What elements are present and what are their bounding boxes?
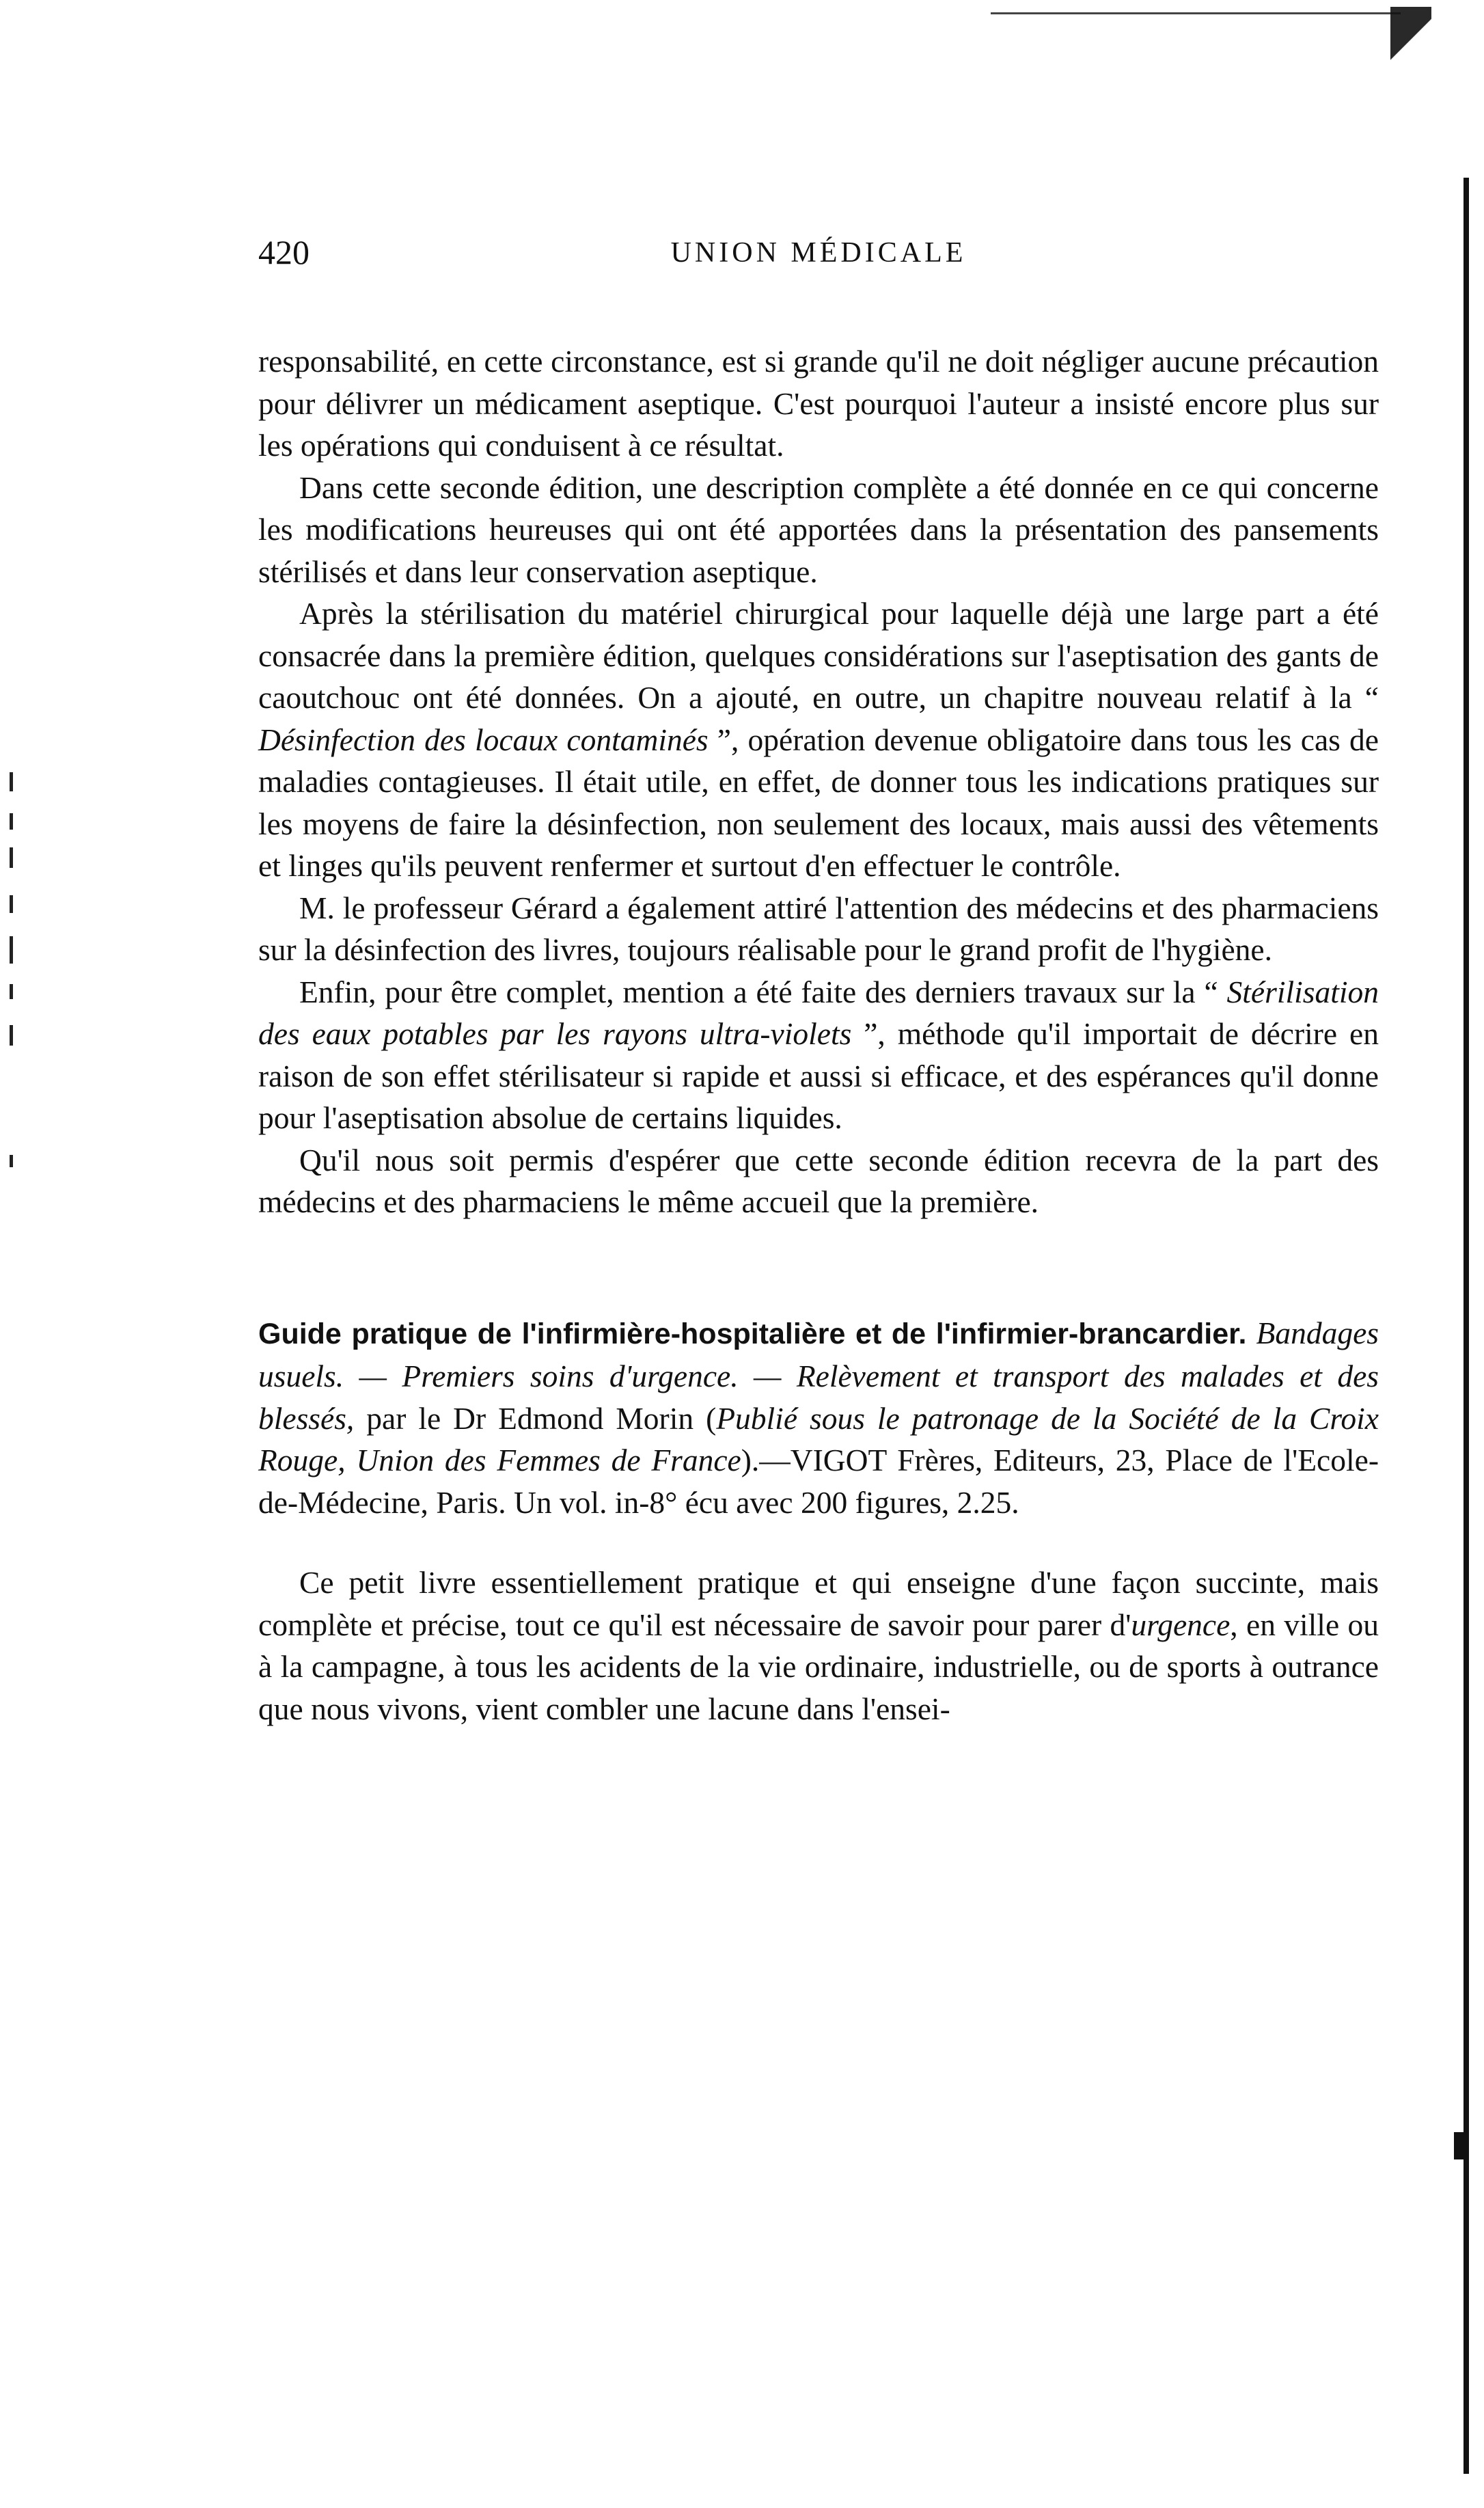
paragraph-1: responsabilité, en cette circonstance, est si grande qu'il ne doit négliger aucune précaution pour délivrer un médicament aseptique. C'est pourquoi l'auteur a insisté encore plus sur les opérations qui conduisent à ce résultat. [258,344,1379,463]
review-title: Guide pratique de l'infirmière-hospitalière et de l'infirmier-brancardier. [258,1317,1247,1350]
paragraph-3 [258,592,1379,887]
review-author: par le Dr Edmond Morin ( [354,1400,717,1436]
review-body-text-a: Ce petit livre essentiellement pratique et qui enseigne d'une façon succinte, mais complète et précise, tout ce qu'il est nécessaire de savoir pour parer d' [258,1565,1379,1642]
page-header [258,232,1379,294]
review-body-italic: urgence [1131,1607,1231,1642]
paragraph-3-text-b: ”, opération devenue obligatoire dans tous les cas de maladies contagieuses. Il était utile, en effet, de donner tous les indications pratiques sur les moyens de faire la désinfection, non seulement des locaux, mais aussi des vêtements et linges qu'ils peuvent renfermer et surtout d'en effectuer le contrôle. [258,722,1379,883]
review-body [258,1562,1379,1730]
page-number: 420 [258,233,310,271]
scan-corner-mark [1390,7,1431,62]
paragraph-6: Qu'il nous soit permis d'espérer que cette seconde édition recevra de la part des médecins et des pharmaciens le même accueil que la première. [258,1142,1379,1219]
article-body [258,340,1379,1223]
document-page [258,232,1379,1730]
book-review-heading [258,1312,1379,1524]
review-patronage: Publié sous le patronage de la Société de la Croix Rouge, Union des Femmes de France [258,1400,1379,1477]
scan-left-margin-marks [10,772,16,1182]
paragraph-5 [258,971,1379,1139]
paragraph-5-text-b: ”, méthode qu'il importait de décrire en raison de son effet stérilisateur si rapide et aussi si efficace, et des espérances qu'il donne pour l'aseptisation absolue de certains liquides. [258,1016,1379,1135]
running-title: UNION MÉDICALE [670,237,967,269]
paragraph-5-italic: Stérilisation des eaux potables par les rayons ultra-violets [258,974,1379,1051]
review-subtitle: Bandages usuels. — Premiers soins d'urgence. — Relèvement et transport des malades et des blessés, [258,1315,1379,1436]
paragraph-3-italic: Désinfection des locaux contaminés [258,722,709,757]
review-body-text-b: , en ville ou à la campagne, à tous les acidents de la vie ordinaire, industrielle, ou de sports à outrance que nous vivons, vient combler une lacune dans l'ensei- [258,1607,1379,1726]
paragraph-4: M. le professeur Gérard a également attiré l'attention des médecins et des pharmaciens sur la désinfection des livres, toujours réalisable pour le grand profit de l'hygiène. [258,890,1379,967]
scan-right-edge-notch [1454,2132,1464,2159]
paragraph-3-text-a: Après la stérilisation du matériel chirurgical pour laquelle déjà une large part a été consacrée dans la première édition, quelques considérations sur l'aseptisation des gants de caoutchouc ont été données. On a ajouté, en outre, un chapitre nouveau relatif à la “ [258,596,1379,715]
scan-right-edge [1464,178,1469,2474]
paragraph-5-text-a: Enfin, pour être complet, mention a été faite des derniers travaux sur la “ [299,974,1227,1009]
scan-top-rule [991,12,1401,14]
review-publisher: ).—VIGOT Frères, Editeurs, 23, Place de l'Ecole-de-Médecine, Paris. Un vol. in-8° écu avec 200 figures, 2.25. [258,1443,1379,1520]
paragraph-2: Dans cette seconde édition, une description complète a été donnée en ce qui concerne les modifications heureuses qui ont été apportées dans la présentation des pansements stérilisés et dans leur conservation aseptique. [258,469,1379,589]
